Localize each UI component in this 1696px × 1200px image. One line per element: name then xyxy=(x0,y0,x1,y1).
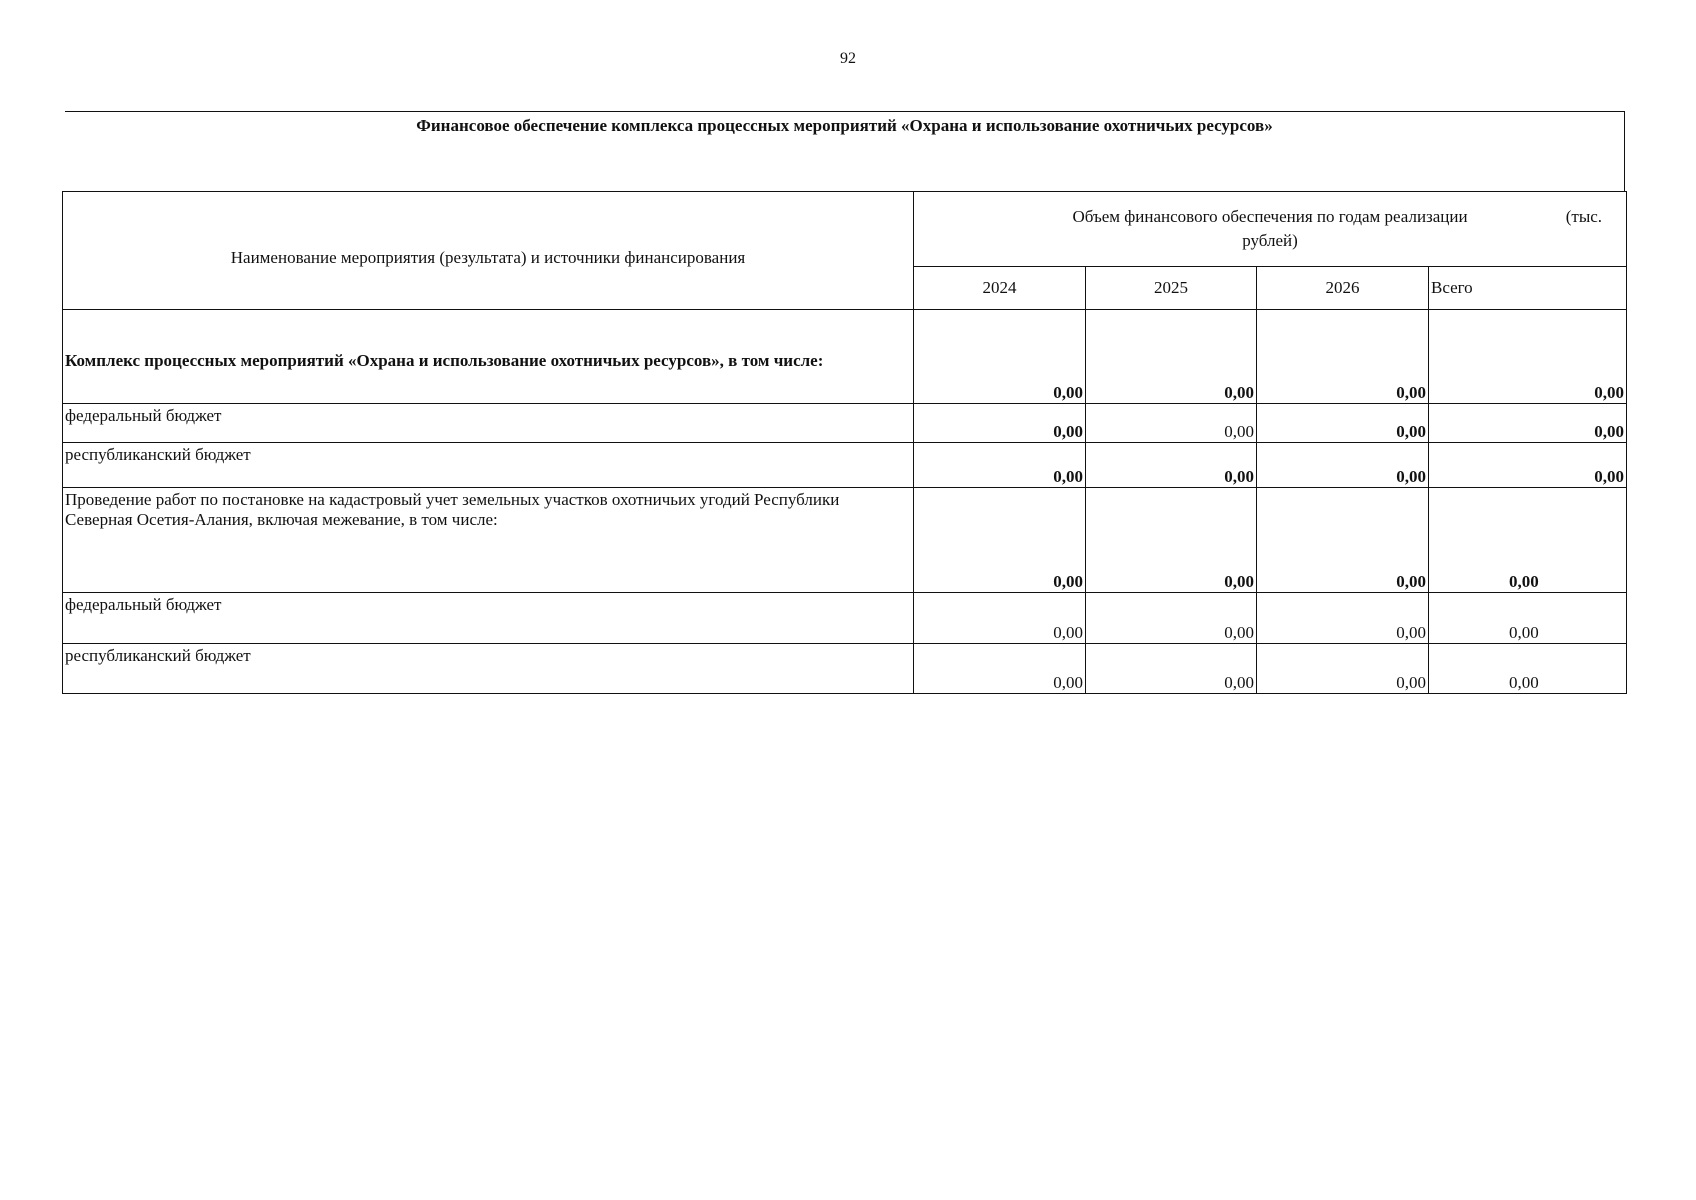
financing-table xyxy=(62,191,1627,694)
row-value-2024: 0,00 xyxy=(914,644,1086,694)
row-value-2024: 0,00 xyxy=(914,593,1086,644)
table-row xyxy=(63,593,1627,644)
header-volume-unit-cont: рублей) xyxy=(1242,231,1298,250)
row-name: Комплекс процессных мероприятий «Охрана и использование охотничьих ресурсов», в том числе: xyxy=(63,310,914,404)
row-value-2025: 0,00 xyxy=(1086,310,1257,404)
header-name-column: Наименование мероприятия (результата) и источники финансирования xyxy=(63,192,914,310)
table-row xyxy=(63,488,1627,593)
row-name: республиканский бюджет xyxy=(63,644,914,694)
row-name: федеральный бюджет xyxy=(63,593,914,644)
row-value-2025: 0,00 xyxy=(1086,488,1257,593)
row-value-total: 0,00 xyxy=(1429,310,1627,404)
header-total: Всего xyxy=(1429,267,1627,310)
row-value-2025: 0,00 xyxy=(1086,593,1257,644)
row-value-2024: 0,00 xyxy=(914,443,1086,488)
row-value-2024: 0,00 xyxy=(914,404,1086,443)
row-value-2026: 0,00 xyxy=(1257,404,1429,443)
header-volume-column xyxy=(914,192,1627,267)
header-year-2026: 2026 xyxy=(1257,267,1429,310)
row-value-2026: 0,00 xyxy=(1257,644,1429,694)
row-name: Проведение работ по постановке на кадастровый учет земельных участков охотничьих угодий Республики Северная Осетия-Алания, включая межевание, в том числе: xyxy=(63,488,914,593)
table-title: Финансовое обеспечение комплекса процессных мероприятий «Охрана и использование охотничьих ресурсов» xyxy=(416,116,1273,135)
row-value-2025: 0,00 xyxy=(1086,404,1257,443)
row-value-total: 0,00 xyxy=(1429,488,1627,593)
header-row xyxy=(63,192,1627,267)
row-value-2025: 0,00 xyxy=(1086,644,1257,694)
page-number: 92 xyxy=(840,50,856,67)
row-value-total: 0,00 xyxy=(1429,593,1627,644)
table-row xyxy=(63,404,1627,443)
row-value-2026: 0,00 xyxy=(1257,443,1429,488)
header-year-2025: 2025 xyxy=(1086,267,1257,310)
table-row xyxy=(63,644,1627,694)
row-value-2024: 0,00 xyxy=(914,310,1086,404)
table-title-box xyxy=(65,111,1625,191)
row-name: республиканский бюджет xyxy=(63,443,914,488)
table-row xyxy=(63,310,1627,404)
row-value-2026: 0,00 xyxy=(1257,310,1429,404)
row-value-2024: 0,00 xyxy=(914,488,1086,593)
table-row xyxy=(63,443,1627,488)
header-volume-label: Объем финансового обеспечения по годам реализации xyxy=(1072,207,1468,226)
row-value-total: 0,00 xyxy=(1429,644,1627,694)
row-name: федеральный бюджет xyxy=(63,404,914,443)
row-value-total: 0,00 xyxy=(1429,404,1627,443)
header-volume-unit: (тыс. xyxy=(1565,207,1603,226)
header-year-2024: 2024 xyxy=(914,267,1086,310)
row-value-2026: 0,00 xyxy=(1257,488,1429,593)
row-value-2026: 0,00 xyxy=(1257,593,1429,644)
row-value-2025: 0,00 xyxy=(1086,443,1257,488)
row-value-total: 0,00 xyxy=(1429,443,1627,488)
